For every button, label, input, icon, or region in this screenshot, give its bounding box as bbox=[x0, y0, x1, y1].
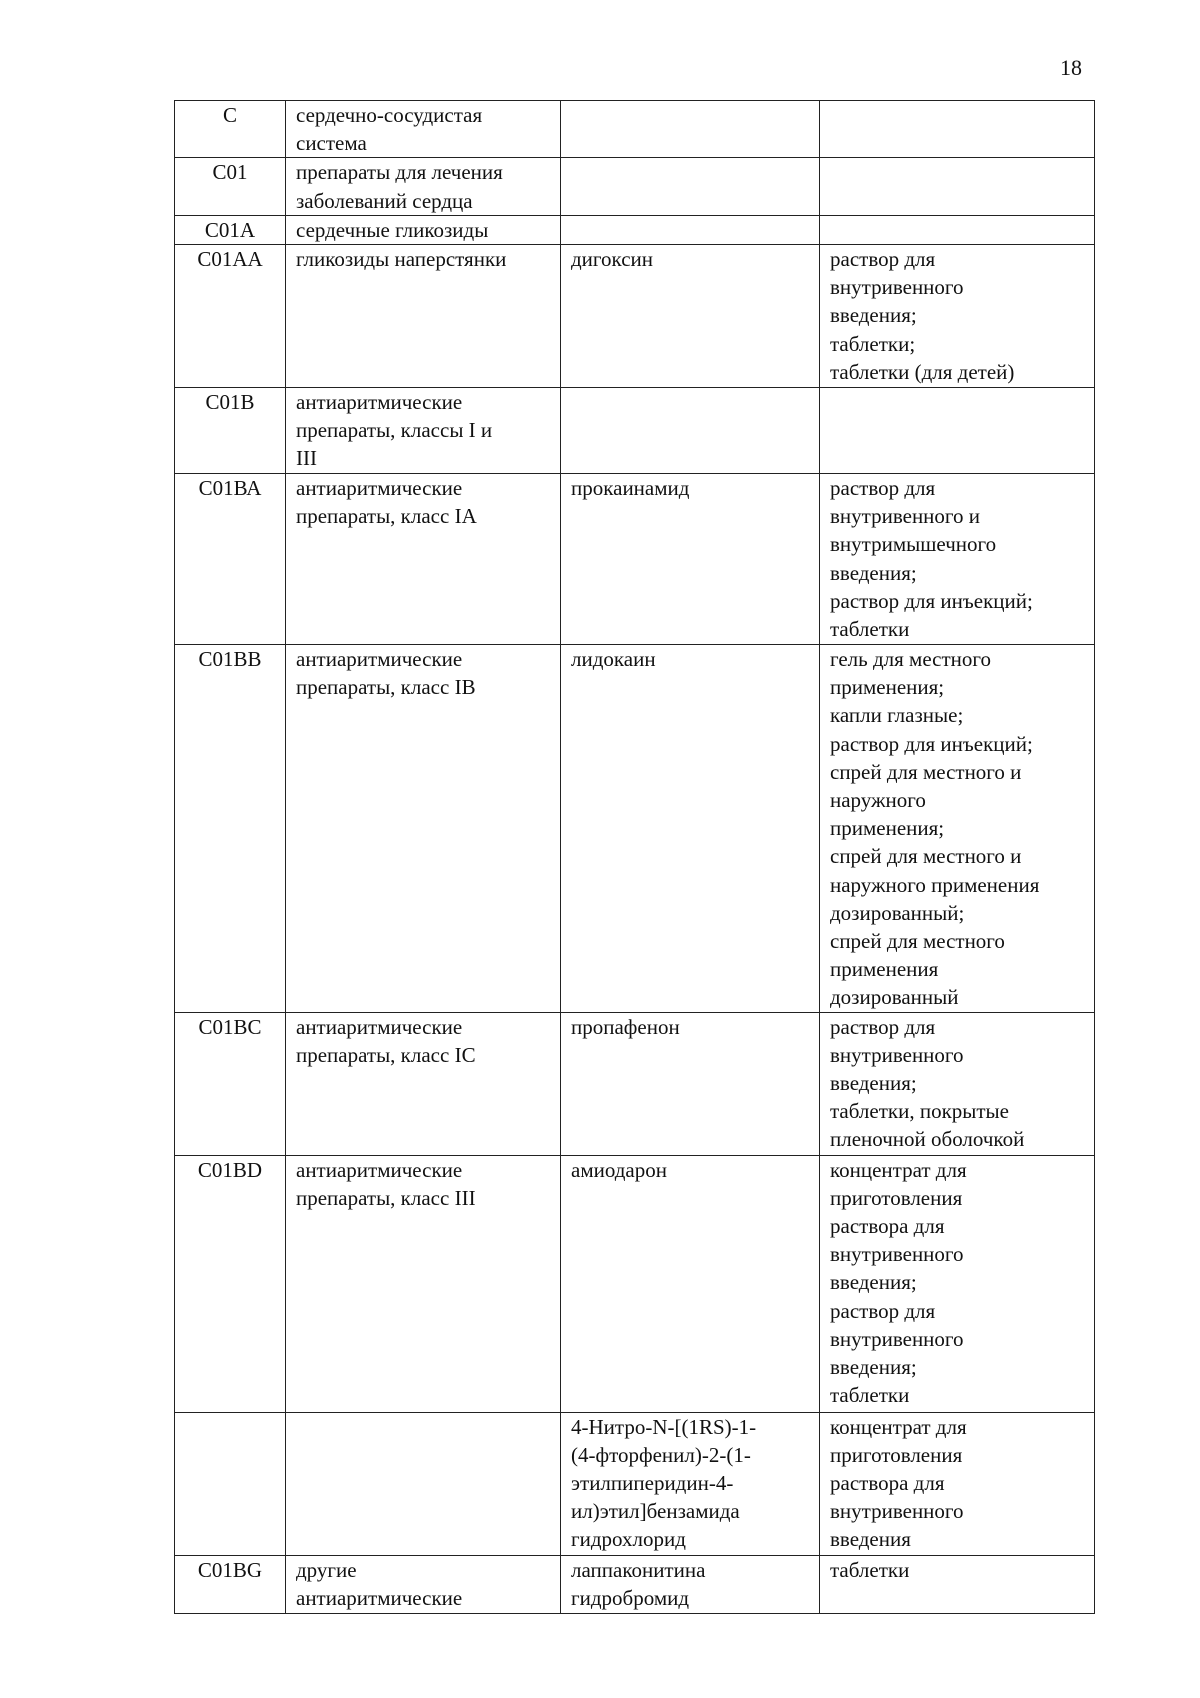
drug-name-cell: прокаинамид bbox=[561, 474, 820, 645]
pharmacological-group-cell: сердечно-сосудистая система bbox=[286, 101, 561, 158]
atc-code-cell: С01В bbox=[175, 388, 286, 474]
pharmacological-group-cell bbox=[286, 1412, 561, 1555]
dosage-forms-cell: раствор для внутривенного и внутримышечного введения; раствор для инъекций; таблетки bbox=[820, 474, 1095, 645]
pharmacological-group-cell: гликозиды наперстянки bbox=[286, 245, 561, 388]
table-row bbox=[175, 158, 1095, 215]
table-row bbox=[175, 245, 1095, 388]
pharmacological-group-cell: препараты для лечения заболеваний сердца bbox=[286, 158, 561, 215]
drug-name-cell: дигоксин bbox=[561, 245, 820, 388]
table-row bbox=[175, 101, 1095, 158]
atc-code-cell: С01ВG bbox=[175, 1555, 286, 1613]
atc-code-cell: С01 bbox=[175, 158, 286, 215]
atc-code-cell: С01ВС bbox=[175, 1012, 286, 1155]
atc-code-cell: С01АА bbox=[175, 245, 286, 388]
dosage-forms-cell: концентрат для приготовления раствора для внутривенного введения bbox=[820, 1412, 1095, 1555]
atc-code-cell: С01А bbox=[175, 215, 286, 244]
drug-classification-table bbox=[174, 100, 1095, 1614]
drug-name-cell bbox=[561, 388, 820, 474]
drug-name-cell bbox=[561, 158, 820, 215]
dosage-forms-cell: гель для местного применения; капли глазные; раствор для инъекций; спрей для местного и наружного применения; спрей для местного и наружного применения дозированный; спрей для местного применения дозированный bbox=[820, 645, 1095, 1013]
dosage-forms-cell bbox=[820, 101, 1095, 158]
table-row bbox=[175, 474, 1095, 645]
table-row bbox=[175, 1012, 1095, 1155]
atc-code-cell: С01ВВ bbox=[175, 645, 286, 1013]
drug-name-cell: пропафенон bbox=[561, 1012, 820, 1155]
pharmacological-group-cell: антиаритмические препараты, класс IA bbox=[286, 474, 561, 645]
dosage-forms-cell: концентрат для приготовления раствора для внутривенного введения; раствор для внутривенного введения; таблетки bbox=[820, 1155, 1095, 1412]
pharmacological-group-cell: другие антиаритмические bbox=[286, 1555, 561, 1613]
page-number: 18 bbox=[1060, 55, 1082, 80]
table-row bbox=[175, 1412, 1095, 1555]
drug-name-cell bbox=[561, 215, 820, 244]
drug-name-cell: лидокаин bbox=[561, 645, 820, 1013]
table-row bbox=[175, 645, 1095, 1013]
dosage-forms-cell: раствор для внутривенного введения; таблетки; таблетки (для детей) bbox=[820, 245, 1095, 388]
table-row bbox=[175, 215, 1095, 244]
pharmacological-group-cell: сердечные гликозиды bbox=[286, 215, 561, 244]
dosage-forms-cell bbox=[820, 388, 1095, 474]
table-row bbox=[175, 1155, 1095, 1412]
table-row bbox=[175, 1555, 1095, 1613]
atc-code-cell: С01ВА bbox=[175, 474, 286, 645]
dosage-forms-cell bbox=[820, 158, 1095, 215]
drug-name-cell: амиодарон bbox=[561, 1155, 820, 1412]
drug-name-cell: 4-Нитро-N-[(1RS)-1- (4-фторфенил)-2-(1- этилпиперидин-4- ил)этил]бензамида гидрохлорид bbox=[561, 1412, 820, 1555]
drug-name-cell: лаппаконитина гидробромид bbox=[561, 1555, 820, 1613]
pharmacological-group-cell: антиаритмические препараты, классы I и III bbox=[286, 388, 561, 474]
table-row bbox=[175, 388, 1095, 474]
pharmacological-group-cell: антиаритмические препараты, класс IB bbox=[286, 645, 561, 1013]
dosage-forms-cell: таблетки bbox=[820, 1555, 1095, 1613]
pharmacological-group-cell: антиаритмические препараты, класс IC bbox=[286, 1012, 561, 1155]
pharmacological-group-cell: антиаритмические препараты, класс III bbox=[286, 1155, 561, 1412]
atc-code-cell: С bbox=[175, 101, 286, 158]
atc-code-cell: С01ВD bbox=[175, 1155, 286, 1412]
dosage-forms-cell bbox=[820, 215, 1095, 244]
drug-name-cell bbox=[561, 101, 820, 158]
atc-code-cell bbox=[175, 1412, 286, 1555]
dosage-forms-cell: раствор для внутривенного введения; таблетки, покрытые пленочной оболочкой bbox=[820, 1012, 1095, 1155]
